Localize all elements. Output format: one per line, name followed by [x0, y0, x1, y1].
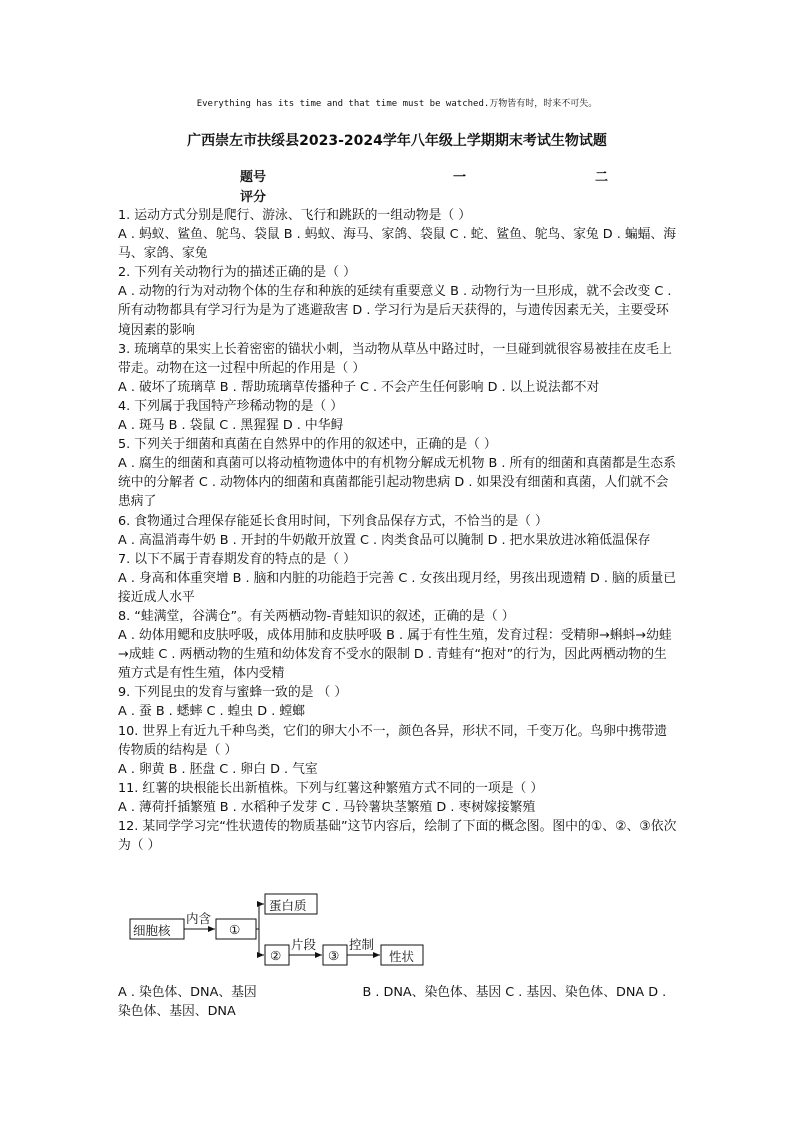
box-1-label: ①	[229, 922, 241, 938]
score-header-part2: 二	[595, 170, 609, 185]
question-options: A . 幼体用鳃和皮肤呼吸，成体用肺和皮肤呼吸 B . 属于有性生殖，发育过程：受精卵→蝌蚪→幼蛙→成蛙 C . 两栖动物的生殖和幼体发育不受水的限制 D . 青蛙有“抱对”的行为，因此两栖动物的生殖方式是有性生殖，体内受精	[118, 628, 672, 682]
question-options: A . 动物的行为对动物个体的生存和种族的延续有重要意义 B . 动物行为一旦形成，就不会改变 C . 所有动物都具有学习行为是为了逃避敌害 D . 学习行为是后天获得的，与遗传因素无关，主要受环境因素的影响	[118, 284, 672, 338]
question-stem: 6. 食物通过合理保存能延长食用时间，下列食品保存方式，不恰当的是（ ）	[118, 513, 548, 529]
question-options: A . 斑马 B . 袋鼠 C . 黑猩猩 D . 中华鲟	[118, 418, 344, 434]
motto-text: Everything has its time and that time must be watched.万物皆有时，时来不可失。	[196, 99, 598, 109]
box-2-label: ②	[270, 948, 282, 964]
score-row-score	[240, 186, 620, 206]
score-table	[240, 166, 620, 206]
question-options: A . 高温消毒牛奶 B . 开封的牛奶敞开放置 C . 肉类食品可以腌制 D . 把水果放进冰箱低温保存	[118, 532, 651, 548]
question-stem: 12. 某同学学习完“性状遗传的物质基础”这节内容后，绘制了下面的概念图。图中的①、②、③依次为（ ）	[118, 819, 677, 854]
question-options: A . 蚕 B . 蟋蟀 C . 蝗虫 D . 螳螂	[118, 704, 305, 720]
score-row-header	[240, 166, 620, 186]
box-protein-label: 蛋白质	[269, 898, 307, 914]
question-options: A . 腐生的细菌和真菌可以将动植物遗体中的有机物分解成无机物 B . 所有的细菌和真菌都是生态系统中的分解者 C . 动物体内的细菌和真菌都能引起动物患病 D . 如果没有细菌和真菌，人们就不会患病了	[118, 456, 676, 510]
question-options: A . 卵黄 B . 胚盘 C . 卵白 D . 气室	[118, 761, 318, 777]
question-stem: 7. 以下不属于青春期发育的特点的是（ ）	[118, 551, 356, 567]
arrow-1-to-2	[259, 929, 264, 955]
question-stem: 5. 下列关于细菌和真菌在自然界中的作用的叙述中，正确的是（ ）	[118, 437, 497, 453]
concept-diagram	[118, 859, 678, 977]
question-stem: 11. 红薯的块根能长出新植株。下列与红薯这种繁殖方式不同的一项是（ ）	[118, 780, 544, 796]
question-stem: 8. “蛙满堂，谷满仓”。有关两栖动物-青蛙知识的叙述，正确的是（ ）	[118, 608, 515, 624]
question-stem: 10. 世界上有近九千种鸟类，它们的卵大小不一，颜色各异，形状不同，千变万化。鸟卵中携带遗传物质的结构是（ ）	[118, 723, 668, 758]
arrow-1-to-protein	[256, 904, 264, 929]
question-stem: 2. 下列有关动物行为的描述正确的是（ ）	[118, 265, 356, 281]
question-options: A . 身高和体重突增 B . 脑和内脏的功能趋于完善 C . 女孩出现月经，男孩出现遗精 D . 脑的质量已接近成人水平	[118, 570, 677, 605]
score-label: 评分	[240, 190, 267, 205]
question-options: A . 染色体、DNA、基因 B . DNA、染色体、基因 C . 基因、染色体、DNA D . 染色体、基因、DNA	[118, 985, 671, 1020]
question-options: A . 蚂蚁、鲨鱼、鸵鸟、袋鼠 B . 蚂蚁、海马、家鸽、袋鼠 C . 蛇、鲨鱼、鸵鸟、家兔 D . 蝙蝠、海马、家鸽、家兔	[118, 227, 677, 262]
score-header-part1: 一	[453, 170, 467, 185]
page-title: 广西崇左市扶绥县2023-2024学年八年级上学期期末考试生物试题	[187, 133, 607, 149]
box-3-label: ③	[328, 948, 340, 964]
question-options: A . 破坏了琉璃草 B . 帮助琉璃草传播种子 C . 不会产生任何影响 D . 以上说法都不对	[118, 379, 600, 395]
arrow-segment-label: 片段	[291, 937, 317, 953]
arrow-control-label: 控制	[349, 937, 375, 953]
box-nucleus-label: 细胞核	[133, 923, 171, 939]
question-stem: 3. 琉璃草的果实上长着密密的锚状小刺，当动物从草丛中路过时，一旦碰到就很容易被挂在皮毛上带走。动物在这一过程中所起的作用是（ ）	[118, 341, 672, 376]
question-stem: 4. 下列属于我国特产珍稀动物的是（ ）	[118, 398, 344, 414]
box-trait-label: 性状	[389, 949, 415, 965]
question-list	[118, 206, 678, 1021]
question-stem: 1. 运动方式分别是爬行、游泳、飞行和跳跃的一组动物是（ ）	[118, 208, 472, 223]
arrow-contain-label: 内含	[186, 911, 212, 927]
score-header-label: 题号	[240, 170, 267, 185]
question-options: A . 薄荷扦插繁殖 B . 水稻种子发芽 C . 马铃薯块茎繁殖 D . 枣树嫁接繁殖	[118, 799, 536, 815]
question-stem: 9. 下列昆虫的发育与蜜蜂一致的是 （ ）	[118, 685, 348, 701]
